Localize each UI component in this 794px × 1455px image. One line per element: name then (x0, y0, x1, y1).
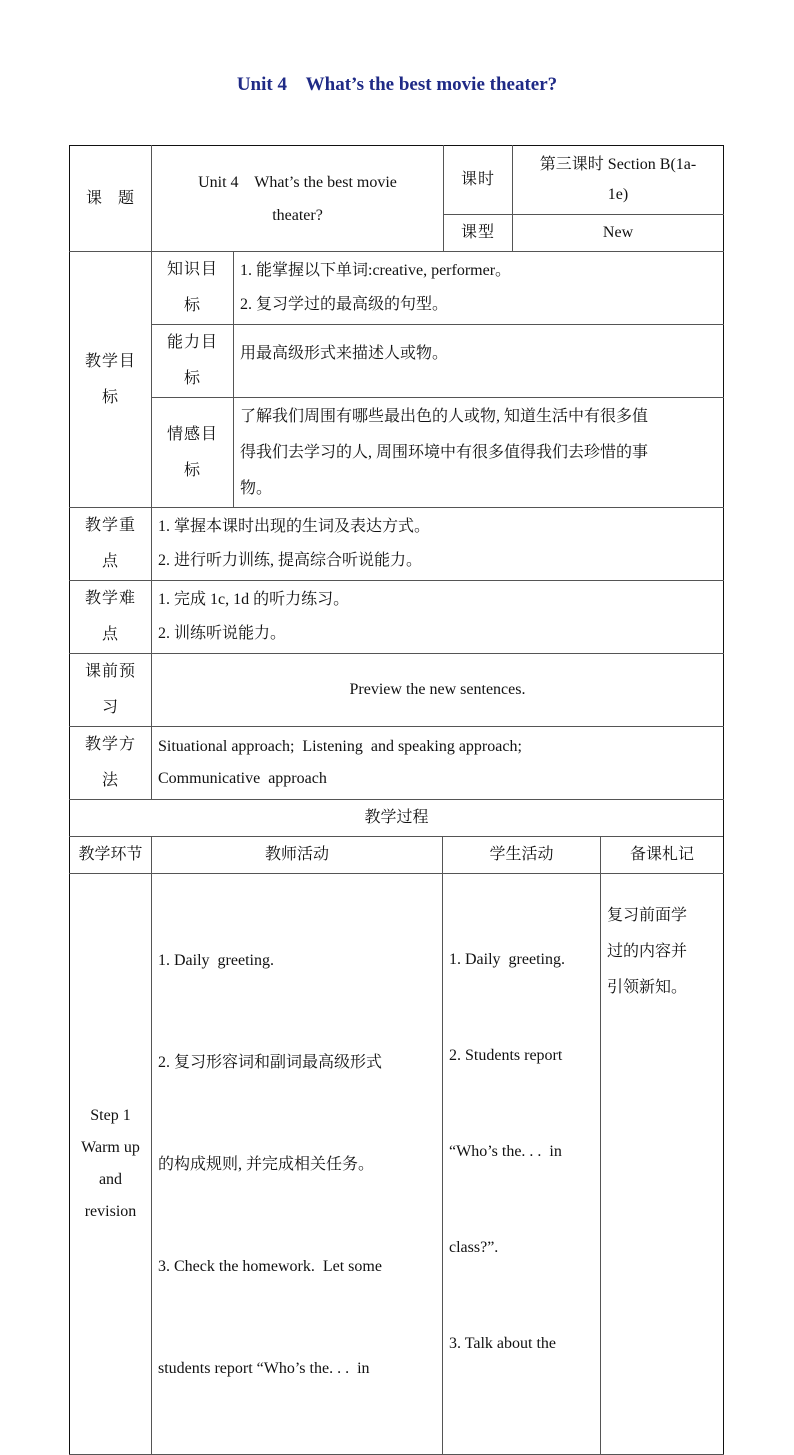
ability-item-1: 用最高级形式来描述人或物。 (240, 345, 449, 362)
difficulties-label-2: 点 (101, 626, 119, 643)
preview-label (70, 654, 152, 727)
process-step1-label (70, 874, 152, 1455)
topic-line-2: theater? (272, 206, 323, 224)
process-step1-line-1: Step 1 (90, 1107, 131, 1124)
teacher-activity-2: 2. 复习形容词和副词最高级形式 (158, 1054, 383, 1071)
key-point-1: 1. 掌握本课时出现的生词及表达方式。 (158, 518, 431, 535)
period-line-2: 1e) (607, 186, 629, 203)
process-step1-notes (601, 874, 724, 1455)
preview-row (70, 654, 724, 727)
notes-line-1: 复习前面学 (607, 907, 688, 924)
process-step1-student (443, 874, 601, 1455)
topic-label: 课 题 (70, 146, 152, 252)
emotion-item-2: 得我们去学习的人, 周围环境中有很多值得我们去珍惜的事 (240, 443, 649, 461)
student-activity-1: 1. Daily greeting. (449, 951, 565, 968)
emotion-label (152, 398, 234, 508)
difficulties-row (70, 581, 724, 654)
notes-line-3: 引领新知。 (607, 979, 688, 996)
objective-knowledge-row (70, 252, 724, 325)
emotion-content (234, 398, 724, 508)
lesson-plan-table (69, 145, 724, 837)
period-label: 课时 (444, 146, 513, 215)
student-activity-3: “Who’s the. . . in (449, 1143, 562, 1160)
difficulties-label-1: 教学难 (84, 590, 136, 607)
methods-label (70, 727, 152, 800)
process-col-notes: 备课札记 (601, 837, 724, 874)
knowledge-item-2: 2. 复习学过的最高级的句型。 (240, 296, 449, 313)
knowledge-item-1: 1. 能掌握以下单词:creative, performer。 (240, 262, 512, 279)
key-points-label-1: 教学重 (84, 517, 136, 534)
key-points-content (152, 508, 724, 581)
preview-content: Preview the new sentences. (152, 654, 724, 727)
ability-content (234, 325, 724, 398)
process-step1-line-4: revision (84, 1203, 137, 1220)
methods-label-1: 教学方 (84, 736, 136, 753)
objectives-label (70, 252, 152, 508)
topic-value (152, 146, 444, 252)
process-table (69, 836, 724, 1455)
ability-label-2: 标 (183, 370, 201, 387)
student-activity-5: 3. Talk about the (449, 1335, 557, 1352)
teacher-activity-4: 3. Check the homework. Let some (158, 1258, 382, 1275)
key-point-2: 2. 进行听力训练, 提高综合听说能力。 (158, 552, 423, 569)
difficulty-1: 1. 完成 1c, 1d 的听力练习。 (158, 591, 350, 608)
ability-label-1: 能力目 (166, 334, 218, 351)
topic-line-1: Unit 4 What’s the best movie (198, 173, 397, 191)
teacher-activity-3: 的构成规则, 并完成相关任务。 (158, 1156, 375, 1173)
process-title: 教学过程 (70, 800, 724, 837)
objective-emotion-row (70, 398, 724, 508)
teacher-activity-5: students report “Who’s the. . . in (158, 1360, 370, 1377)
methods-content (152, 727, 724, 800)
key-points-label (70, 508, 152, 581)
preview-label-1: 课前预 (84, 663, 136, 680)
objective-ability-row (70, 325, 724, 398)
process-col-teacher: 教师活动 (152, 837, 443, 874)
type-label: 课型 (444, 215, 513, 252)
knowledge-content (234, 252, 724, 325)
process-title-row (70, 800, 724, 837)
key-points-label-2: 点 (101, 553, 119, 570)
objectives-label-2: 标 (101, 388, 119, 406)
process-step1-line-2: Warm up (81, 1139, 140, 1156)
process-step1-teacher (152, 874, 443, 1455)
methods-line-2: Communicative approach (158, 770, 327, 787)
emotion-item-3: 物。 (240, 479, 273, 497)
difficulties-content (152, 581, 724, 654)
difficulties-label (70, 581, 152, 654)
knowledge-label (152, 252, 234, 325)
preview-label-2: 习 (101, 699, 119, 716)
student-activity-2: 2. Students report (449, 1047, 563, 1064)
period-line-1: 第三课时 Section B(1a- (539, 156, 697, 173)
objectives-label-1: 教学目 (84, 352, 136, 370)
process-step1-row (70, 874, 724, 1455)
topic-row (70, 146, 724, 215)
methods-line-1: Situational approach; Listening and speaking approach; (158, 738, 522, 755)
process-col-student: 学生活动 (443, 837, 601, 874)
methods-row (70, 727, 724, 800)
period-value (513, 146, 724, 215)
notes-line-2: 过的内容并 (607, 943, 688, 960)
ability-label (152, 325, 234, 398)
type-value: New (513, 215, 724, 252)
process-col-step: 教学环节 (70, 837, 152, 874)
process-columns-row (70, 837, 724, 874)
process-step1-line-3: and (98, 1171, 123, 1188)
methods-label-2: 法 (101, 772, 119, 789)
teacher-activity-1: 1. Daily greeting. (158, 952, 274, 969)
knowledge-label-1: 知识目 (166, 261, 218, 278)
knowledge-label-2: 标 (183, 297, 201, 314)
emotion-item-1: 了解我们周围有哪些最出色的人或物, 知道生活中有很多值 (240, 407, 649, 425)
emotion-label-2: 标 (183, 461, 201, 479)
emotion-label-1: 情感目 (166, 425, 218, 443)
page-title: Unit 4 What’s the best movie theater? (236, 74, 558, 95)
key-points-row (70, 508, 724, 581)
student-activity-4: class?”. (449, 1239, 499, 1256)
difficulty-2: 2. 训练听说能力。 (158, 625, 287, 642)
